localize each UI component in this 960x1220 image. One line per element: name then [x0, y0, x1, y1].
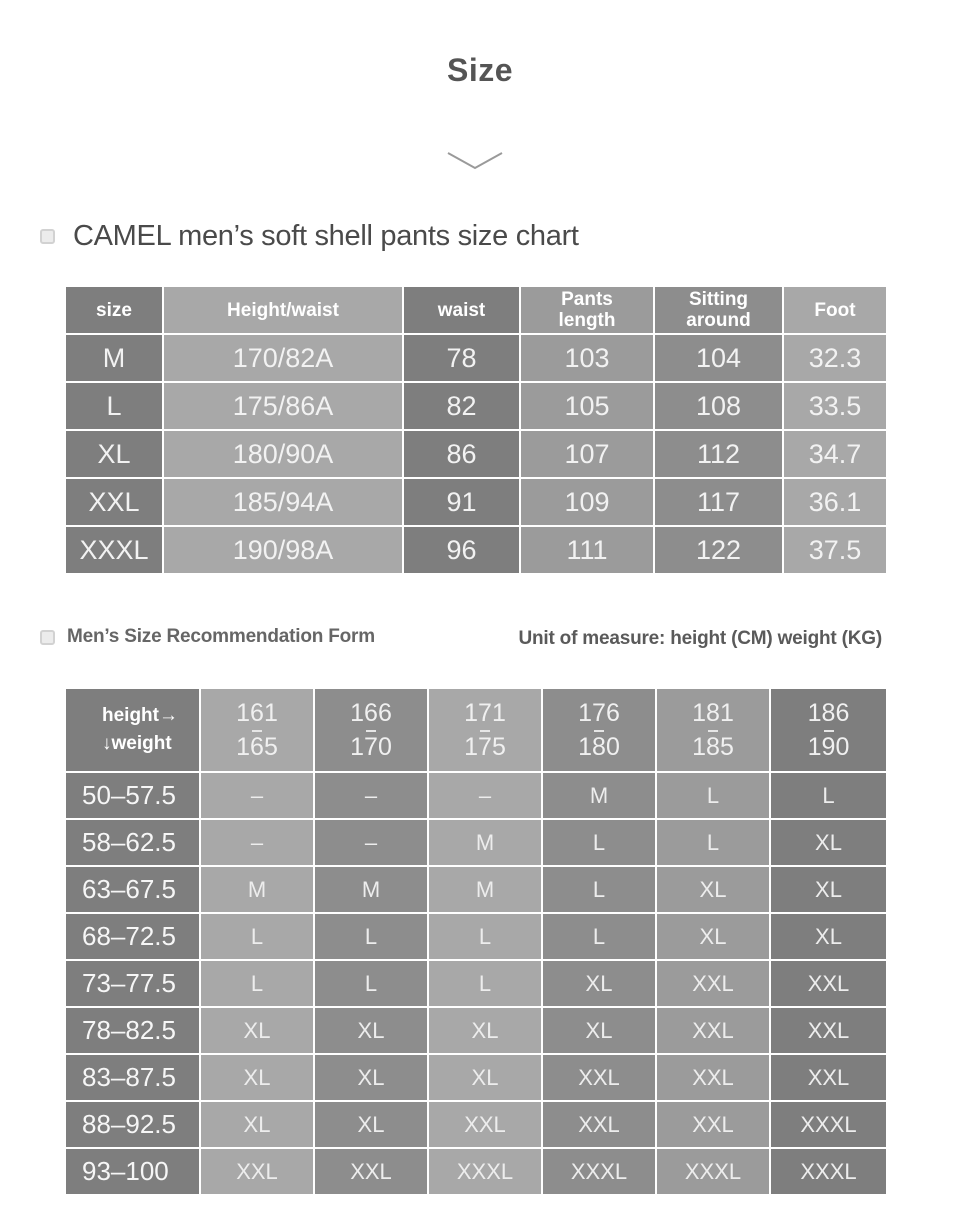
- recommended-size-cell: XL: [428, 1054, 542, 1101]
- weight-range-cell: 68–72.5: [65, 913, 200, 960]
- recommendation-heading-row: [40, 624, 375, 650]
- recommended-size-cell: L: [542, 819, 656, 866]
- height-range-header: [542, 688, 656, 772]
- size-table-cell: 109: [520, 478, 654, 526]
- size-table-cell: 105: [520, 382, 654, 430]
- size-table-cell: 175/86A: [163, 382, 403, 430]
- size-table-cell: XXL: [65, 478, 163, 526]
- size-table-cell: 111: [520, 526, 654, 574]
- recommended-size-cell: XL: [656, 913, 770, 960]
- weight-range-cell: 93–100: [65, 1148, 200, 1195]
- recommendation-row: [65, 1148, 887, 1195]
- size-table-cell: 78: [403, 334, 520, 382]
- page-title: Size: [446, 52, 514, 88]
- size-table-cell: 122: [654, 526, 783, 574]
- weight-range-cell: 50–57.5: [65, 772, 200, 819]
- recommended-size-cell: L: [770, 772, 887, 819]
- recommended-size-cell: XL: [314, 1054, 428, 1101]
- size-table-cell: 180/90A: [163, 430, 403, 478]
- size-table-cell: XL: [65, 430, 163, 478]
- recommended-size-cell: L: [314, 960, 428, 1007]
- size-table-header-row: [65, 286, 887, 334]
- size-table-header-cell: [65, 286, 163, 334]
- recommended-size-cell: XXL: [770, 1054, 887, 1101]
- recommended-size-cell: XXL: [200, 1148, 314, 1195]
- header-text: Sitting: [688, 289, 749, 310]
- recommended-size-cell: L: [200, 913, 314, 960]
- header-text: waist: [437, 299, 486, 321]
- size-table-header-cell: [403, 286, 520, 334]
- recommended-size-cell: XXXL: [770, 1101, 887, 1148]
- weight-range-cell: 58–62.5: [65, 819, 200, 866]
- recommended-size-cell: XL: [200, 1007, 314, 1054]
- size-table-cell: 117: [654, 478, 783, 526]
- square-bullet-icon: [40, 229, 55, 244]
- height-range-max: 190: [807, 733, 850, 761]
- recommended-size-cell: L: [428, 960, 542, 1007]
- recommended-size-cell: XXL: [770, 960, 887, 1007]
- recommended-size-cell: XL: [770, 819, 887, 866]
- recommended-size-cell: XL: [542, 960, 656, 1007]
- size-table-header-cell: [654, 286, 783, 334]
- recommended-size-cell: M: [200, 866, 314, 913]
- header-text: around: [686, 310, 751, 331]
- height-range-min: 166: [315, 696, 427, 730]
- weight-range-cell: 73–77.5: [65, 960, 200, 1007]
- size-table-row: [65, 430, 887, 478]
- recommended-size-cell: XL: [770, 866, 887, 913]
- recommended-size-cell: XXL: [656, 1101, 770, 1148]
- height-range-min: 176: [543, 696, 655, 730]
- recommended-size-cell: XXL: [656, 960, 770, 1007]
- recommendation-row: [65, 772, 887, 819]
- size-chart-heading: CAMEL men’s soft shell pants size chart: [73, 219, 579, 252]
- size-table-cell: M: [65, 334, 163, 382]
- recommended-size-cell: XL: [428, 1007, 542, 1054]
- recommended-size-cell: XL: [200, 1101, 314, 1148]
- height-range-max: 175: [464, 733, 506, 761]
- height-range-header: [314, 688, 428, 772]
- recommendation-row: [65, 1101, 887, 1148]
- recommendation-row: [65, 1007, 887, 1054]
- weight-range-cell: 83–87.5: [65, 1054, 200, 1101]
- height-axis-label: height→: [102, 705, 178, 726]
- size-table-cell: 170/82A: [163, 334, 403, 382]
- recommendation-row: [65, 1054, 887, 1101]
- recommended-size-cell: M: [314, 866, 428, 913]
- recommended-size-cell: –: [200, 819, 314, 866]
- size-table-cell: 33.5: [783, 382, 887, 430]
- recommended-size-cell: L: [542, 866, 656, 913]
- recommended-size-cell: XXXL: [656, 1148, 770, 1195]
- size-table-row: [65, 478, 887, 526]
- size-table-cell: 37.5: [783, 526, 887, 574]
- height-range-max: 170: [350, 733, 392, 761]
- weight-range-cell: 88–92.5: [65, 1101, 200, 1148]
- weight-axis-label: ↓weight: [102, 733, 172, 754]
- recommended-size-cell: XXL: [542, 1101, 656, 1148]
- size-table-cell: 185/94A: [163, 478, 403, 526]
- recommended-size-cell: XL: [656, 866, 770, 913]
- recommendation-header-row: [65, 688, 887, 772]
- weight-range-cell: 63–67.5: [65, 866, 200, 913]
- recommended-size-cell: XXXL: [770, 1148, 887, 1195]
- recommendation-row: [65, 866, 887, 913]
- header-text: Height/waist: [227, 299, 339, 321]
- recommended-size-cell: L: [542, 913, 656, 960]
- recommended-size-cell: –: [314, 819, 428, 866]
- size-table-cell: 96: [403, 526, 520, 574]
- height-range-header: [428, 688, 542, 772]
- recommended-size-cell: M: [542, 772, 656, 819]
- chevron-down-icon: [447, 150, 503, 172]
- recommended-size-cell: L: [428, 913, 542, 960]
- recommendation-row: [65, 913, 887, 960]
- recommended-size-cell: M: [428, 819, 542, 866]
- size-table-header-cell: [163, 286, 403, 334]
- size-table-cell: 108: [654, 382, 783, 430]
- size-table-cell: 103: [520, 334, 654, 382]
- recommended-size-cell: XXL: [656, 1054, 770, 1101]
- height-range-min: 161: [201, 696, 313, 730]
- recommended-size-cell: XL: [314, 1007, 428, 1054]
- size-table-row: [65, 382, 887, 430]
- recommended-size-cell: XXXL: [542, 1148, 656, 1195]
- height-range-min: 181: [657, 696, 769, 730]
- recommended-size-cell: –: [314, 772, 428, 819]
- square-bullet-icon: [40, 630, 55, 645]
- size-table-cell: 34.7: [783, 430, 887, 478]
- recommendation-row: [65, 819, 887, 866]
- height-range-max: 165: [236, 733, 278, 761]
- recommended-size-cell: L: [200, 960, 314, 1007]
- size-table-cell: 104: [654, 334, 783, 382]
- recommendation-table: [64, 687, 888, 1196]
- height-range-header: [200, 688, 314, 772]
- recommended-size-cell: XXL: [770, 1007, 887, 1054]
- recommended-size-cell: L: [656, 772, 770, 819]
- height-range-header: [770, 688, 887, 772]
- height-range-min: 171: [429, 696, 541, 730]
- size-table-cell: 190/98A: [163, 526, 403, 574]
- header-text: length: [558, 310, 616, 331]
- size-table-cell: L: [65, 382, 163, 430]
- height-range-max: 180: [578, 733, 620, 761]
- size-table-cell: 112: [654, 430, 783, 478]
- size-table-cell: 32.3: [783, 334, 887, 382]
- size-table-cell: XXXL: [65, 526, 163, 574]
- size-table-cell: 107: [520, 430, 654, 478]
- recommended-size-cell: XL: [200, 1054, 314, 1101]
- weight-range-cell: 78–82.5: [65, 1007, 200, 1054]
- size-table-header-cell: [783, 286, 887, 334]
- recommended-size-cell: –: [428, 772, 542, 819]
- header-text: Foot: [814, 299, 856, 321]
- recommended-size-cell: XL: [542, 1007, 656, 1054]
- height-range-min: 186: [771, 696, 886, 730]
- corner-header-cell: [65, 688, 200, 772]
- size-table-row: [65, 526, 887, 574]
- recommended-size-cell: M: [428, 866, 542, 913]
- size-table-header-cell: [520, 286, 654, 334]
- header-text: size: [96, 299, 132, 321]
- recommended-size-cell: XXL: [428, 1101, 542, 1148]
- recommended-size-cell: L: [656, 819, 770, 866]
- height-range-header: [656, 688, 770, 772]
- recommended-size-cell: XL: [314, 1101, 428, 1148]
- unit-note: Unit of measure: height (CM) weight (KG): [518, 628, 882, 649]
- recommended-size-cell: XXXL: [428, 1148, 542, 1195]
- recommended-size-cell: XXL: [656, 1007, 770, 1054]
- size-table-cell: 86: [403, 430, 520, 478]
- recommended-size-cell: XXL: [314, 1148, 428, 1195]
- size-table-cell: 82: [403, 382, 520, 430]
- recommendation-row: [65, 960, 887, 1007]
- recommended-size-cell: XL: [770, 913, 887, 960]
- size-chart-heading-row: [40, 218, 579, 254]
- size-table-row: [65, 334, 887, 382]
- height-range-max: 185: [692, 733, 734, 761]
- size-table-cell: 91: [403, 478, 520, 526]
- recommended-size-cell: L: [314, 913, 428, 960]
- header-text: Pants: [561, 289, 613, 310]
- size-chart-table: [64, 285, 888, 575]
- recommended-size-cell: –: [200, 772, 314, 819]
- recommended-size-cell: XXL: [542, 1054, 656, 1101]
- recommendation-heading: Men’s Size Recommendation Form: [67, 626, 375, 647]
- size-table-cell: 36.1: [783, 478, 887, 526]
